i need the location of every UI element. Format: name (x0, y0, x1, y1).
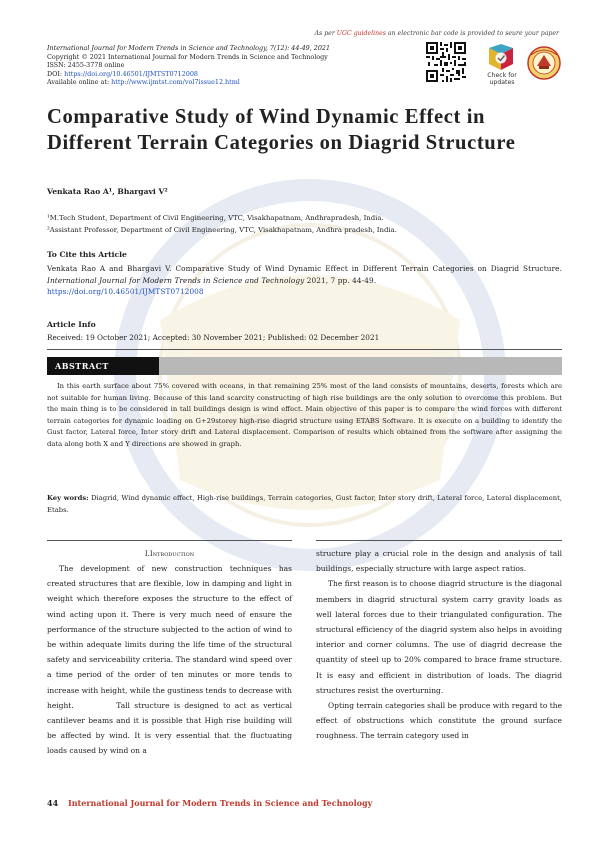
column-divider-left (47, 540, 292, 541)
copyright-line: Copyright © 2021 International Journal for Modern Trends in Science and Technology (47, 52, 328, 61)
check-for-updates-badge[interactable]: Check for updates (483, 44, 519, 88)
abstract-text: In this earth surface about 75% covered with oceans, in that remaining 25% most of the land consists of mountains, deserts, forests which are not suitable for human living. Because of this land scarcity constructing of high rise buildings are the only solution to overcome this problem. But the main thing is to be considered in tall buildings design is wind effect. Main objective of this paper is to compare the wind forces with different terrain categories for dynamic loading on G+29storey high-rise diagrid structure using ETABS Software. It is execute on a building to identify the Gust factor, Lateral force, Inter story drift and Lateral displacement. Comparison of results which obtained from the software after assigning the data along both X and Y directions are showed in graph. (47, 382, 562, 448)
crossmark-icon (483, 44, 519, 72)
article-dates: Received: 19 October 2021; Accepted: 30 November 2021; Published: 02 December 2021 (47, 333, 380, 342)
cite-text: Venkata Rao A and Bhargavi V. Comparative Study of Wind Dynamic Effect in Different Terrain Categories on Diagrid Structure. International Journal for Modern Trends in Science and Technology 2021, 7 pp. 44-49. https://doi.org/10.46501/IJMTST0712008 (47, 264, 562, 297)
page-number: 44 (47, 798, 59, 808)
paragraph: Opting terrain categories shall be produce with regard to the effect of obstructions which constitute the ground surface roughness. The terrain category used in (316, 701, 563, 741)
journal-seal-logo-icon (527, 46, 561, 80)
journal-meta (47, 44, 417, 87)
ugc-note: As per UGC guidelines an electronic bar code is provided to seure your paper (314, 30, 559, 37)
cite-doi-link[interactable]: https://doi.org/10.46501/IJMTST0712008 (47, 287, 204, 297)
affiliation-2: ²Assistant Professor, Department of Civil Engineering, VTC, Visakhapatnam, Andhra pradesh, India. (47, 226, 397, 234)
journal-citation-line: International Journal for Modern Trends in Science and Technology, 7(12): 44-49, 2021 (47, 44, 331, 52)
abstract-bar (47, 357, 562, 375)
keywords: Key words: Diagrid, Wind dynamic effect, High-rise buildings, Terrain categories, Gust factor, Inter story drift, Lateral force, Lateral displacement, Etabs. (47, 494, 562, 514)
available-line: Available online at: http://www.ijmtst.com/vol7issue12.html (47, 78, 240, 87)
available-link[interactable]: http://www.ijmtst.com/vol7issue12.html (111, 78, 240, 87)
doi-line: DOI: https://doi.org/10.46501/IJMTST0712008 (47, 69, 198, 78)
paragraph: The first reason is to choose diagrid structure is the diagonal members in diagrid structural system carry gravity loads as well lateral forces due to their triangulated configuration. The structural efficiency of the diagrid system also helps in avoiding interior and corner columns. The use of diagrid decrease the quantity of steel up to 20% compared to brace frame structure. It is easy and efficient in distribution of loads. The diagrid structures resist the overturning. (316, 579, 562, 695)
paragraph: structure play a crucial role in the design and analysis of tall buildings, especially structure with large aspect ratios. (316, 549, 562, 574)
qr-code-icon[interactable] (426, 42, 466, 82)
paper-title: Comparative Study of Wind Dynamic Effect in Different Terrain Categories on Diagrid Structure (47, 106, 516, 154)
paragraph: The development of new construction techniques has created structures that are flexible, low in damping and light in weight which therefore exposes the structure to the effect of wind acting upon it. There is very much need of ensure the performance of the structure subjected to the action of wind to be within adequate limits during the life time of the structural safety and serviceability criteria. The standard wind speed over a time period of the order of ten minutes or more tends to increase with height, while the gustiness tends to decrease with height. Tall structure is designed to act as vertical cantilever beams and it is possible that High rise building will be affected by wind. It is very essential that the fluctuating loads caused by wind on a (47, 564, 293, 756)
authors: Venkata Rao A¹, Bhargavi V² (47, 187, 168, 196)
doi-link[interactable]: https://doi.org/10.46501/IJMTST0712008 (64, 69, 198, 78)
footer-journal-name: International Journal for Modern Trends in Science and Technology (68, 798, 373, 808)
affiliation-1: ¹M.Tech Student, Department of Civil Engineering, VTC, Visakhapatnam, Andhrapradesh, India. (47, 214, 384, 222)
body-right-column (316, 546, 562, 744)
introduction-heading: I.Introduction (144, 549, 195, 558)
column-divider-right (316, 540, 562, 541)
issn-line: ISSN: 2455-3778 online (47, 61, 125, 70)
abstract-label: ABSTRACT (47, 357, 159, 375)
divider (47, 349, 562, 350)
body-left-column (47, 561, 292, 759)
article-info-heading: Article Info (47, 320, 96, 329)
ugc-guidelines-link[interactable]: UGC guidelines (336, 30, 386, 37)
cite-heading: To Cite this Article (47, 250, 127, 259)
